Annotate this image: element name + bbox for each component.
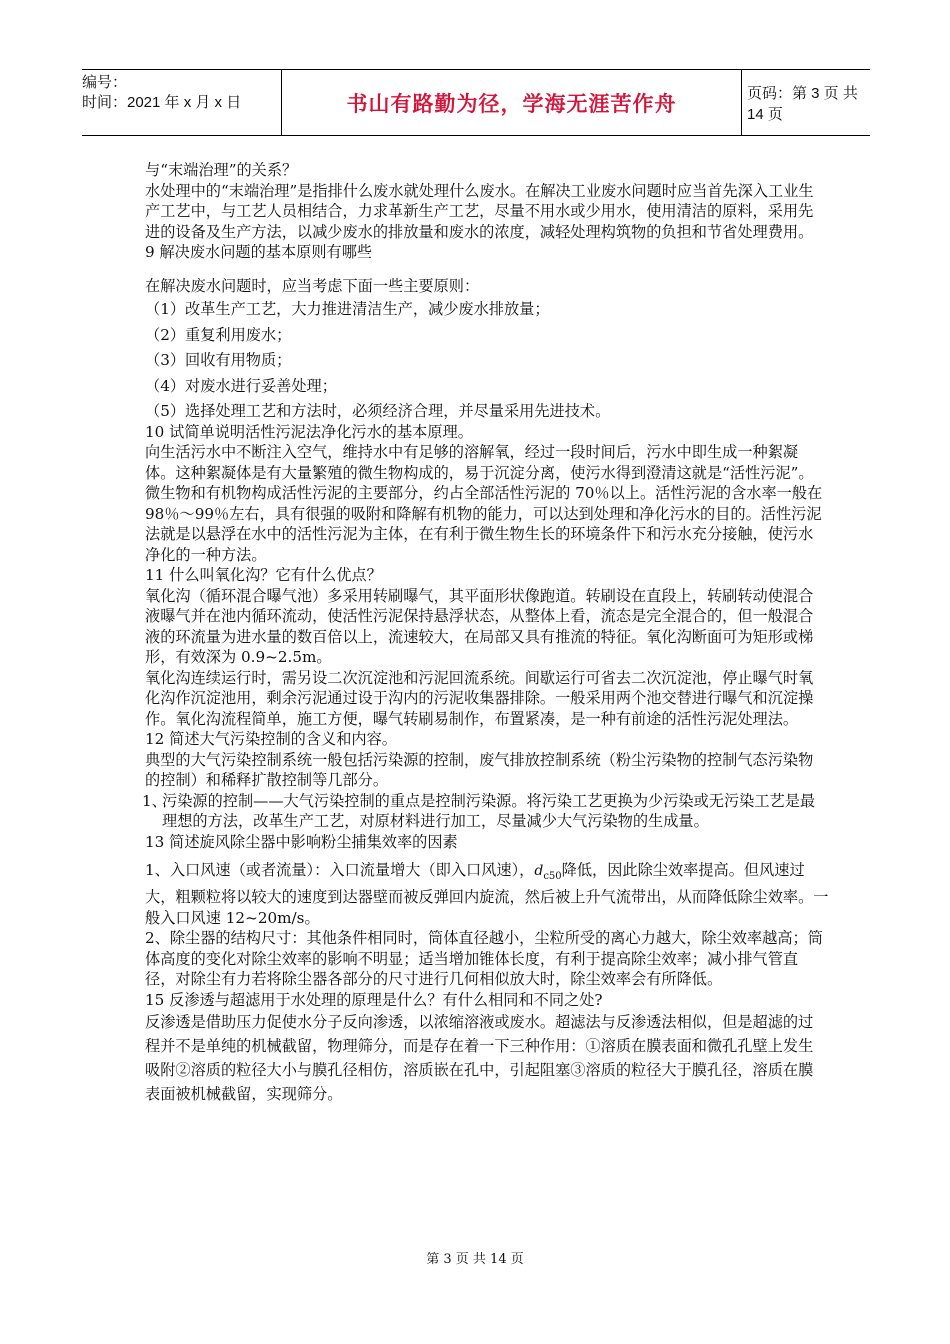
item-number: 1、 [142, 791, 167, 810]
paragraph: 氧化沟（循环混合曝气池）多采用转刷曝气，其平面形状像跑道。转刷设在直段上，转刷转动使混合液曝气并在池内循环流动，使活性污泥保持悬浮状态，从整体上看，流态是完全混合的，但一般混合液的环流量为进水量的数百倍以上，流速较大，在局部又具有推流的特征。氧化沟断面可为矩形或梯形，有效深为 0.9~2.5m。 [145, 586, 814, 666]
question-heading: 15 反渗透与超滤用于水处理的原理是什么？有什么相同和不同之处? [145, 990, 603, 1009]
page-label: 页码：第 3 页 共 14 页 [747, 84, 858, 123]
principle-item: （5）选择处理工艺和方法时，必须经济合理，并尽量采用先进技术。 [145, 402, 611, 420]
question-heading: 11 什么叫氧化沟？它有什么优点？ [145, 566, 382, 584]
principle-item: （2）重复利用废水； [145, 325, 292, 344]
number-label: 编号： [82, 74, 128, 91]
paragraph: 典型的大气污染控制系统一般包括污染源的控制，废气排放控制系统（粉尘污染物的控制气态污染物的控制）和稀释扩散控制等几部分。 [145, 750, 814, 789]
paragraph: 与“末端治理”的关系？ [145, 161, 298, 179]
paragraph: 水处理中的“末端治理”是指排什么废水就处理什么废水。在解决工业废水问题时应当首先深入工业生产工艺中，与工艺人员相结合，力求革新生产工艺，尽量不用水或少用水，使用清洁的原料，采用先进的设备及生产方法，以减少废水的排放量和废水的浓度，减轻处理构筑物的负担和节省处理费用。 [145, 181, 814, 241]
paragraph: 氧化沟连续运行时，需另设二次沉淀池和污泥回流系统。间歇运行可省去二次沉淀池，停止曝气时氧化沟作沉淀池用，剩余污泥通过设于沟内的污泥收集器排除。一般采用两个池交替进行曝气和沉淀操作。氧化沟流程简单，施工方便，曝气转刷易制作，布置紧凑，是一种有前途的活性污泥处理法。 [145, 668, 814, 728]
question-heading: 10 试简单说明活性污泥法净化污水的基本原理。 [145, 422, 473, 441]
principle-item: （4）对废水进行妥善处理； [145, 376, 337, 395]
page-header [82, 69, 870, 136]
principle-item: （3）回收有用物质； [145, 351, 292, 369]
document-body [142, 160, 829, 1106]
paragraph: 在解决废水问题时，应当考虑下面一些主要原则： [145, 276, 480, 295]
paragraph: 2、除尘器的结构尺寸：其他条件相同时，筒体直径越小，尘粒所受的离心力越大，除尘效率越高；筒体高度的变化对除尘效率的影响不明显；适当增加锥体长度，有利于提高除尘效率；减小排气管直径，对除尘有力若将除尘器各部分的尺寸进行几何相似放大时，除尘效率会有所降低。 [145, 929, 823, 989]
paragraph: 向生活污水中不断注入空气，维持水中有足够的溶解氧，经过一段时间后，污水中即生成一种絮凝体。这种絮凝体是有大量繁殖的微生物构成的，易于沉淀分离，使污水得到澄清这就是“活性污泥”。 微生物和有机物构成活性污泥的主要部分，约占全部活性污泥的 70％以上。活性污泥的含水率一般在 98％～99％左右，具有很强的吸附和降解有机物的能力，可以达到处理和净化污水的目的。活性污泥法就是以悬浮在水中的活性污泥为主体，在有利于微生物生长的环境条件下和污水充分接触，使污水净化的一种方法。 [145, 443, 823, 564]
question-heading: 12 简述大气污染控制的含义和内容。 [145, 730, 397, 748]
paragraph [145, 860, 830, 928]
question-heading: 13 简述旋风除尘器中影响粉尘捕集效率的因素 [145, 832, 458, 851]
header-page-cell [747, 70, 870, 135]
paragraph-rest: 降低，因此除尘效率提高。但风速过大，粗颗粒将以较大的速度到达器壁而被反弹回内旋流，然后被上升气流带出，从而降低除尘效率。一般入口风速 12~20m/s。 [145, 861, 829, 927]
question-heading: 9 解决废水问题的基本原则有哪些 [145, 243, 373, 261]
paragraph: 反渗透是借助压力促使水分子反向渗透，以浓缩溶液或废水。超滤法与反渗透法相似，但是超滤的过程并不是单纯的机械截留，物理筛分，而是存在着一下三种作用：①溶质在膜表面和微孔孔壁上发生吸附②溶质的粒径大小与膜孔径相仿，溶质嵌在孔中，引起阻塞③溶质的粒径大于膜孔径，溶质在膜表面被机械截留，实现筛分。 [145, 1013, 814, 1104]
item-text: 污染源的控制——大气污染控制的重点是控制污染源。将污染工艺更换为少污染或无污染工艺是最理想的方法，改革生产工艺，对原材料进行加工，尽量减少大气污染物的生成量。 [162, 791, 816, 830]
motto: 书山有路勤为径，学海无涯苦作舟 [346, 91, 677, 116]
numbered-item [142, 791, 825, 832]
header-meta [82, 70, 280, 138]
header-motto-cell [281, 70, 742, 135]
principle-item: （1）改革生产工艺，大力推进清洁生产，减少废水排放量； [145, 300, 550, 318]
paragraph-start: 1、入口风速（或者流量）：入口流量增大（即入口风速）， [145, 861, 535, 879]
time-label: 时间：2021 年 x 月 x 日 [82, 94, 242, 111]
page-footer: 第 3 页 共 14 页 [426, 1252, 524, 1267]
formula-dc50: $d_{c50}$ [534, 863, 562, 882]
